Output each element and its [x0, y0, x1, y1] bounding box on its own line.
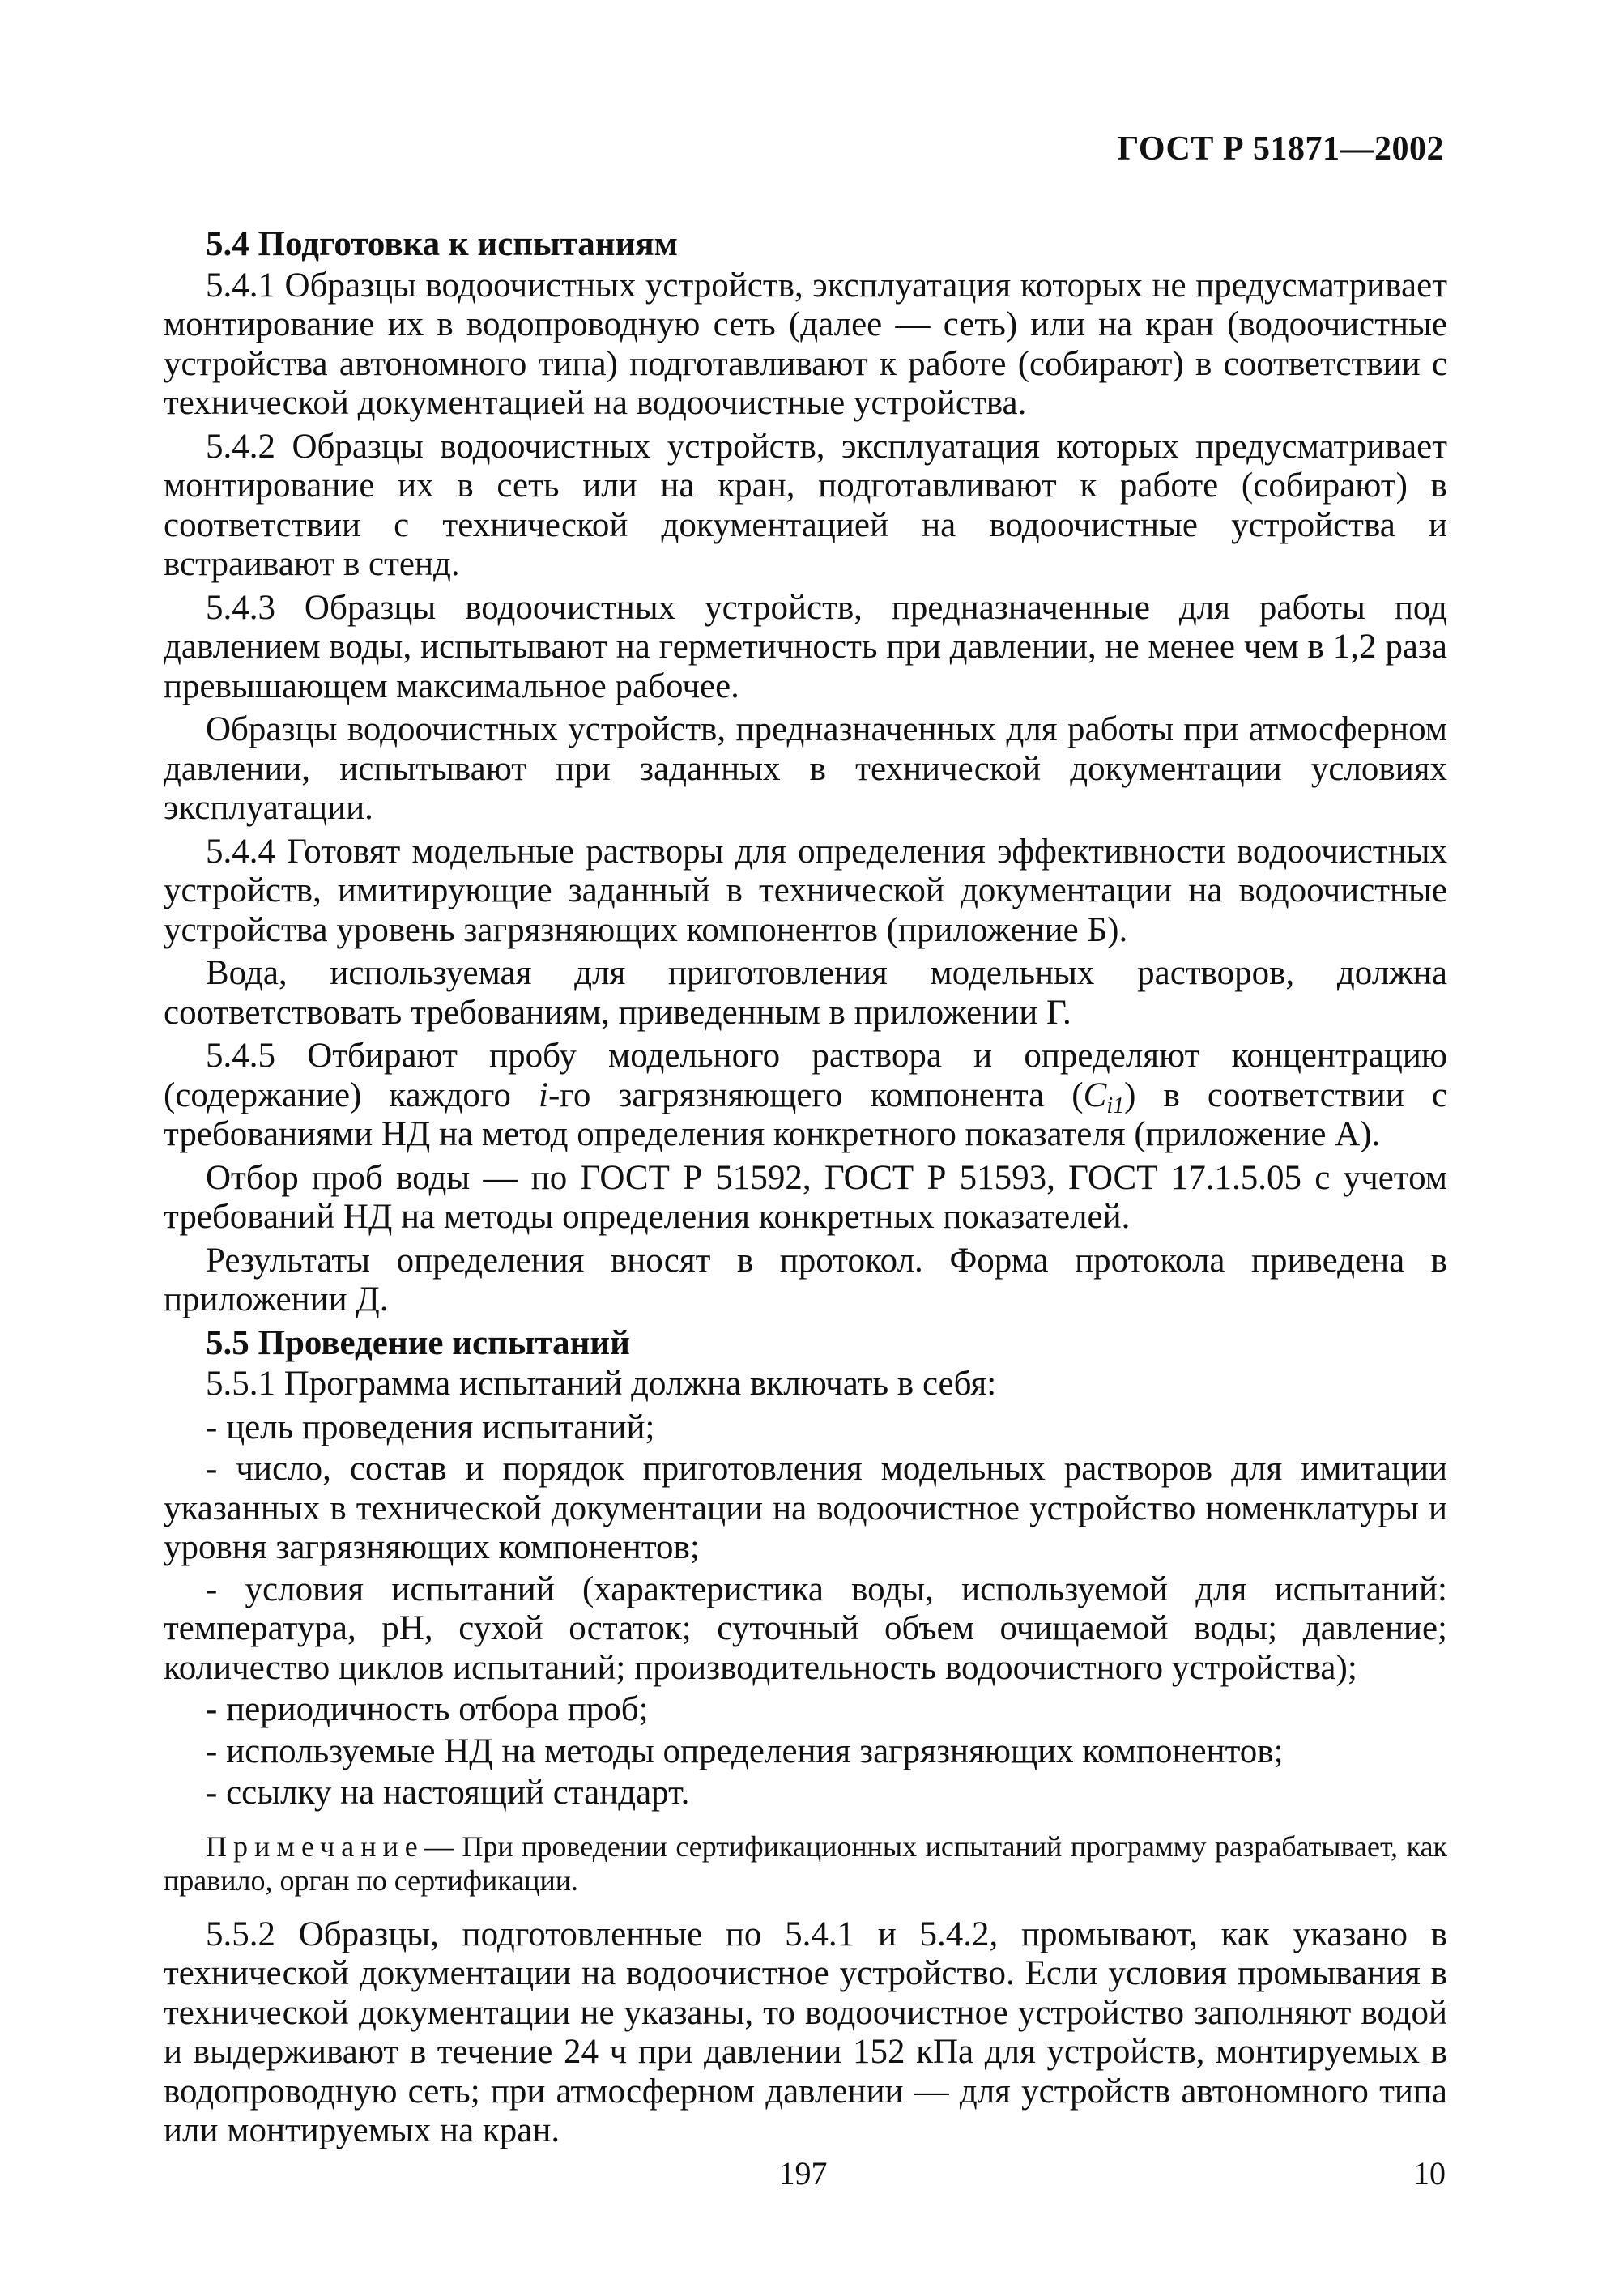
- paragraph-5-4-5-text-a: 5.4.5 Отбирают пробу модельного раствора и определяют концентрацию (содержание) каждого: [164, 1037, 1447, 1114]
- concentration-subscript: i1: [1106, 1093, 1125, 1118]
- index-variable: i: [538, 1076, 548, 1114]
- list-item: - периодичность отбора проб;: [206, 1690, 649, 1728]
- paragraph-5-4-4: 5.4.4 Готовят модельные растворы для определения эффективности водоочистных устройств, имитирующие заданный в технической документации на водоочистные устройства уровень загрязняющих компонентов (приложение Б).: [164, 832, 1447, 949]
- page-number-center: 197: [778, 2155, 828, 2192]
- section-heading-5-5: 5.5 Проведение испытаний: [206, 1323, 630, 1362]
- list-item: - условия испытаний (характеристика воды, используемой для испытаний: температура, pH, сухой остаток; суточный объем очищаемой воды; давление; количество циклов испытаний; производительность водоочистного устройства);: [164, 1570, 1447, 1687]
- list-item: - используемые НД на методы определения загрязняющих компонентов;: [206, 1732, 1284, 1770]
- paragraph-5-5-2: 5.5.2 Образцы, подготовленные по 5.4.1 и 5.4.2, промывают, как указано в технической документации на водоочистное устройство. Если условия промывания в технической документации не указаны, то водоочистное устройство заполняют водой и выдерживают в течение 24 ч при давлении 152 кПа для устройств, монтируемых в водопроводную сеть; при атмосферном давлении — для устройств автономного типа или монтируемых на кран.: [164, 1915, 1447, 2149]
- list-item: - число, состав и порядок приготовления модельных растворов для имитации указанных в технической документации на водоочистное устройство номенклатуры и уровня загрязняющих компонентов;: [164, 1450, 1447, 1566]
- paragraph-5-4-2: 5.4.2 Образцы водоочистных устройств, эксплуатация которых предусматривает монтирование их в сеть или на кран, подготавливают к работе (собирают) в соответствии с технической документацией на водоочистные устройства и встраивают в стенд.: [164, 427, 1447, 583]
- note-text: — При проведении сертификационных испытаний программу разрабатывает, как правило, орган по сертификации.: [164, 1830, 1447, 1897]
- paragraph-5-5-1: 5.5.1 Программа испытаний должна включать в себя:: [206, 1365, 997, 1403]
- paragraph-5-4-5-text-c: ) в соответствии с требованиями НД на метод определения конкретного показателя (приложение А).: [164, 1076, 1447, 1153]
- paragraph-5-4-4-continued: Вода, используемая для приготовления модельных растворов, должна соответствовать требованиям, приведенным в приложении Г.: [164, 954, 1447, 1032]
- paragraph-5-4-5-sampling: Отбор проб воды — по ГОСТ Р 51592, ГОСТ Р 51593, ГОСТ 17.1.5.05 с учетом требований НД на методы определения конкретных показателей.: [164, 1158, 1447, 1236]
- document-id-header: ГОСТ Р 51871—2002: [1117, 130, 1444, 168]
- list-item: - ссылку на настоящий стандарт.: [206, 1774, 690, 1812]
- paragraph-5-4-5: [164, 1037, 1447, 1155]
- note-label: Примечание: [206, 1830, 424, 1863]
- list-item: - цель проведения испытаний;: [206, 1408, 655, 1446]
- paragraph-5-4-5-results: Результаты определения вносят в протокол. Форма протокола приведена в приложении Д.: [164, 1241, 1447, 1318]
- paragraph-5-4-3-continued: Образцы водоочистных устройств, предназначенных для работы при атмосферном давлении, испытывают при заданных в технической документации условиях эксплуатации.: [164, 710, 1447, 827]
- paragraph-5-4-5-text-b: -го загрязняющего компонента (: [547, 1076, 1084, 1114]
- note: [164, 1830, 1447, 1898]
- concentration-symbol: C: [1083, 1076, 1107, 1114]
- document-body: [164, 225, 1447, 2155]
- page-number-right: 10: [1413, 2155, 1446, 2192]
- paragraph-5-4-1: 5.4.1 Образцы водоочистных устройств, эксплуатация которых не предусматривает монтирование их в водопроводную сеть (далее — сеть) или на кран (водоочистные устройства автономного типа) подготавливают к работе (собирают) в соответствии с технической документацией на водоочистные устройства.: [164, 266, 1447, 422]
- section-heading-5-4: 5.4 Подготовка к испытаниям: [206, 225, 678, 263]
- paragraph-5-4-3: 5.4.3 Образцы водоочистных устройств, предназначенные для работы под давлением воды, испытывают на герметичность при давлении, не менее чем в 1,2 раза превышающем максимальное рабочее.: [164, 588, 1447, 705]
